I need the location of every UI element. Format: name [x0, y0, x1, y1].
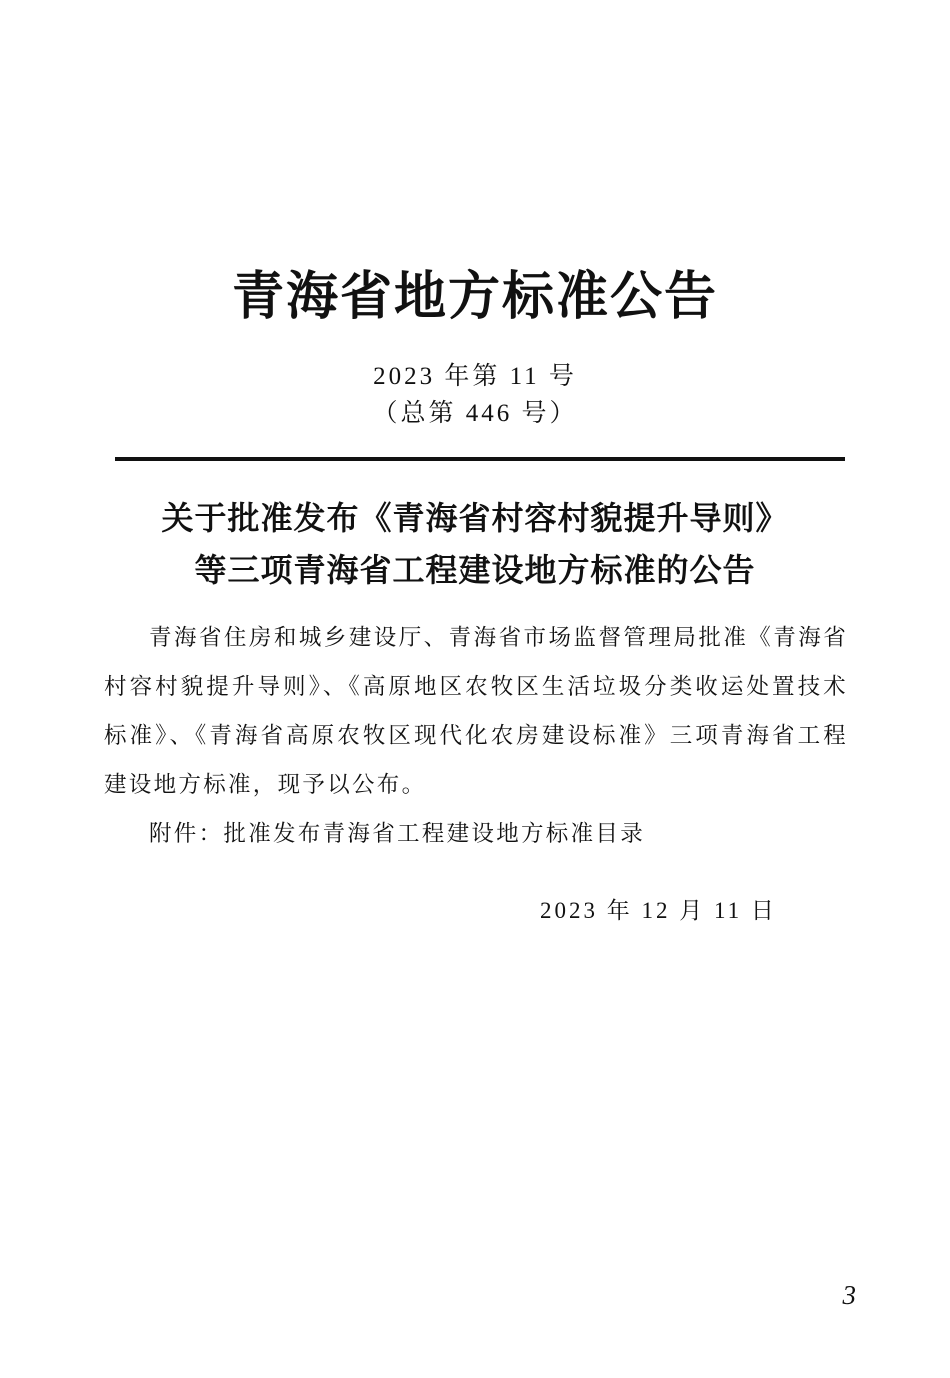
header-divider — [115, 457, 845, 461]
issue-total-number: （总第 446 号） — [372, 400, 578, 427]
issue-number: 2023 年第 11 号 — [373, 363, 577, 390]
notice-title-line-2: 等三项青海省工程建设地方标准的公告 — [194, 551, 756, 589]
issue-date: 2023 年 12 月 11 日 — [540, 898, 777, 923]
notice-paragraph: 青海省住房和城乡建设厅、青海省市场监督管理局批准《青海省村容村貌提升导则》、《高原地区农牧区生活垃圾分类收运处置技术标准》、《青海省高原农牧区现代化农房建设标准》三项青海省工程建设地方标准，现予以公布。 — [104, 625, 848, 798]
page-title: 青海省地方标准公告 — [231, 266, 718, 327]
page-number: 3 — [842, 1280, 856, 1310]
notice-title-line-1: 关于批准发布《青海省村容村貌提升导则》 — [161, 499, 789, 537]
attachment-line: 附件：批准发布青海省工程建设地方标准目录 — [149, 821, 646, 847]
notice-body — [104, 614, 848, 859]
